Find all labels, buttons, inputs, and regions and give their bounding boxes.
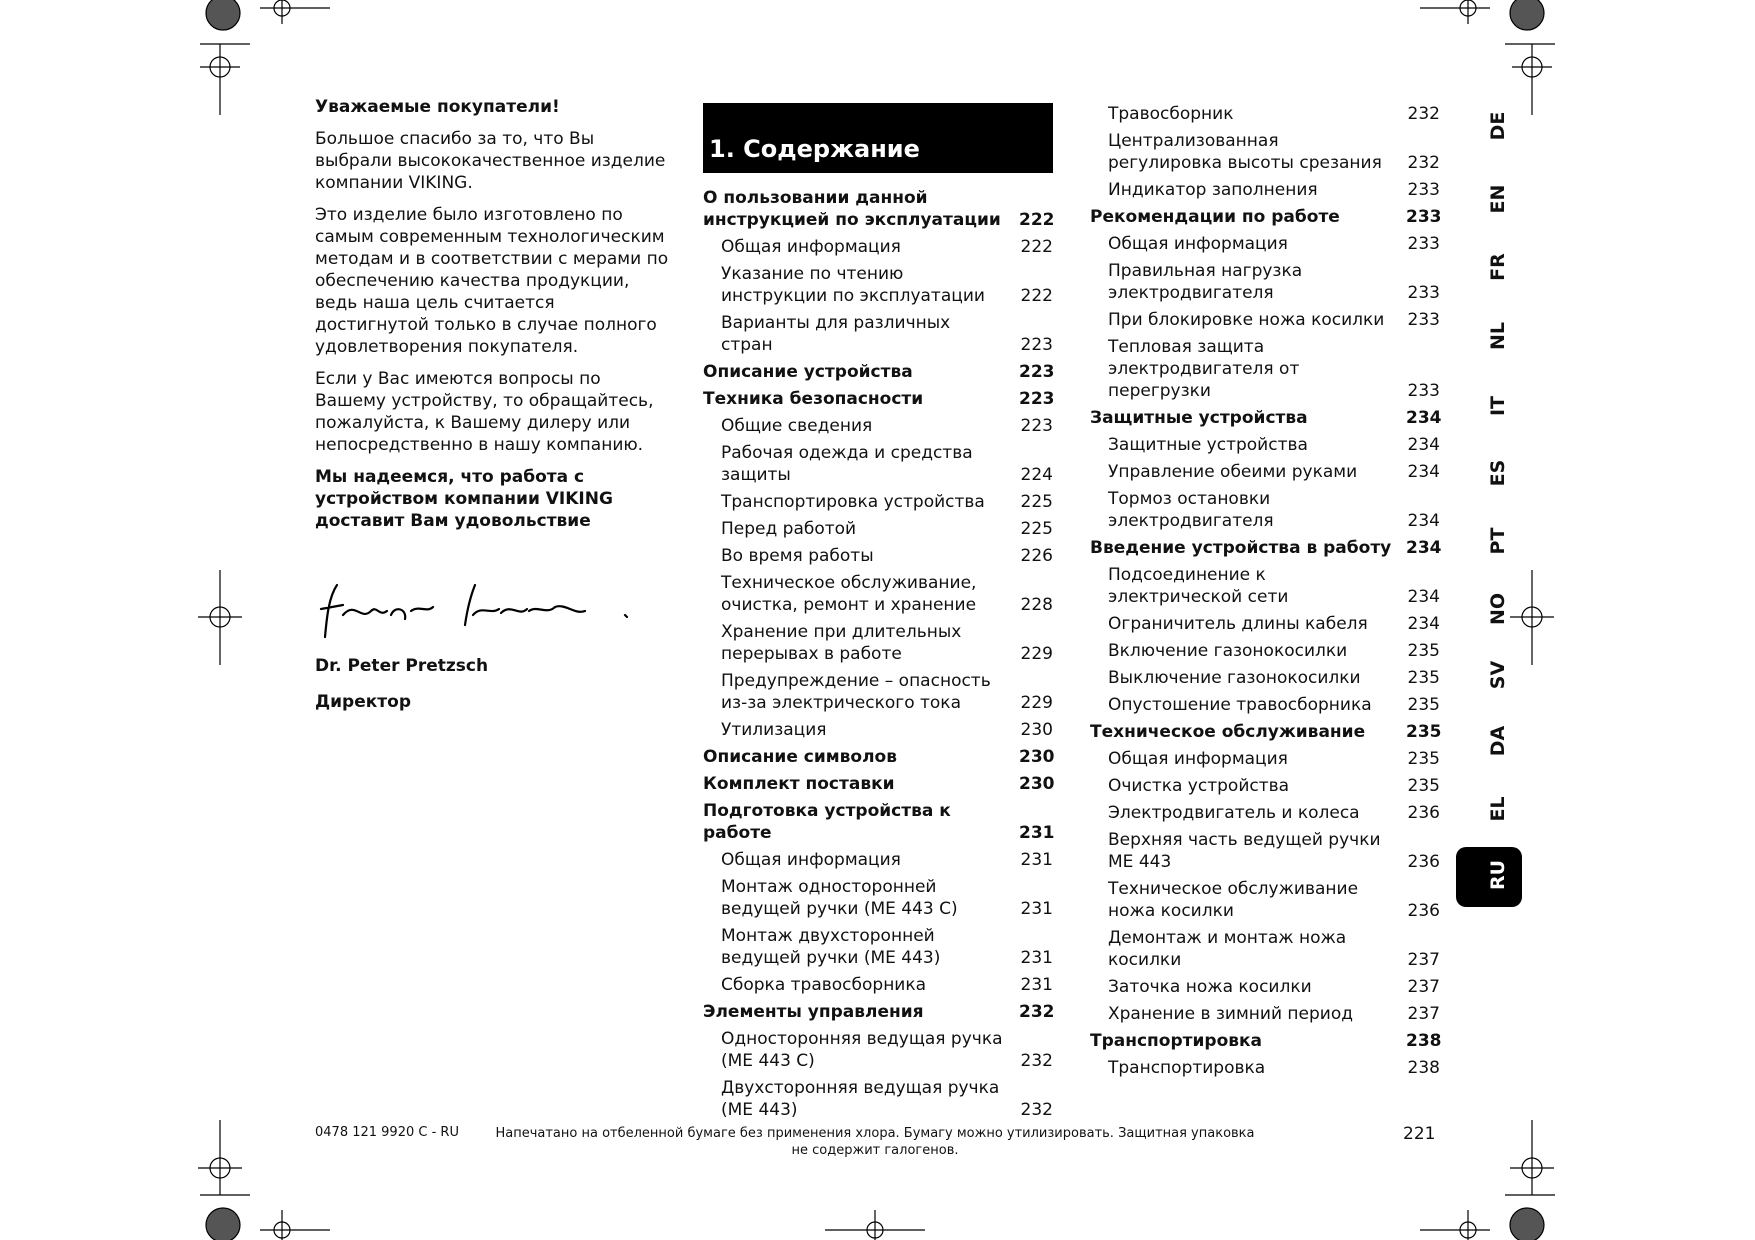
toc-entry-page: 234 (1406, 538, 1442, 558)
toc-entry-title: Техническое обслуживание (1090, 722, 1366, 742)
signer-name: Dr. Peter Pretzsch (315, 656, 489, 676)
toc-entry[interactable] (1090, 233, 1440, 255)
toc-entry-page: 229 (1020, 644, 1053, 664)
toc-entry-page: 237 (1407, 1004, 1440, 1024)
letter-closing: Мы надеемся, что работа с устройством компании VIKING доставит Вам удовольствие (315, 467, 613, 531)
toc-entry[interactable] (1090, 640, 1440, 662)
toc-entry-title: Ограничитель длины кабеля (1108, 614, 1368, 634)
toc-entry-title: Общие сведения (721, 416, 873, 436)
toc-entry-title: Перед работой (721, 519, 857, 539)
toc-entry-page: 232 (1407, 104, 1440, 124)
toc-entry-page: 226 (1020, 546, 1053, 566)
toc-entry[interactable] (703, 572, 1053, 616)
toc-entry[interactable] (1090, 748, 1440, 770)
toc-entry-page: 223 (1019, 389, 1055, 409)
toc-entry-page: 233 (1407, 180, 1440, 200)
language-tab-label: PT (1487, 527, 1509, 555)
toc-entry-page: 224 (1020, 465, 1053, 485)
toc-entry[interactable] (703, 187, 1053, 231)
toc-entry-page: 235 (1407, 776, 1440, 796)
toc-entry[interactable] (1090, 336, 1440, 402)
toc-entry-title: Индикатор заполнения (1108, 180, 1318, 200)
toc-entry-page: 231 (1020, 948, 1053, 968)
toc-entry[interactable] (703, 773, 1053, 795)
toc-entry-title: Электродвигатель и колеса (1108, 803, 1360, 823)
toc-entry-title: Общая информация (721, 237, 901, 257)
toc-entry-title: Введение устройства в работу (1090, 538, 1392, 558)
toc-entry-page: 234 (1407, 435, 1440, 455)
toc-entry-page: 234 (1407, 511, 1440, 531)
toc-entry[interactable] (703, 800, 1053, 844)
toc-entry-title: Техника безопасности (703, 389, 924, 409)
toc-entry-page: 231 (1020, 975, 1053, 995)
language-tab-label: NO (1487, 592, 1509, 626)
toc-entry[interactable] (1090, 407, 1440, 429)
toc-entry-title: Централизованная регулировка высоты срезания (1108, 131, 1382, 173)
toc-entry-page: 230 (1019, 774, 1055, 794)
toc-entry[interactable] (1090, 878, 1440, 922)
toc-entry-title: Комплект поставки (703, 774, 895, 794)
language-tab-label: DA (1487, 725, 1509, 757)
toc-entry-title: Опустошение травосборника (1108, 695, 1372, 715)
language-tab-label: FR (1487, 253, 1509, 281)
toc-entry[interactable] (1090, 103, 1440, 125)
toc-entry-title: Техническое обслуживание ножа косилки (1108, 879, 1359, 921)
toc-entry[interactable] (703, 849, 1053, 871)
toc-entry-page: 223 (1020, 335, 1053, 355)
toc-entry-title: Верхняя часть ведущей ручки ME 443 (1108, 830, 1381, 872)
toc-entry-title: О пользовании данной инструкцией по эксплуатации (703, 188, 1001, 230)
toc-entry[interactable] (1090, 434, 1440, 456)
toc-entry-title: Двухсторонняя ведущая ручка (ME 443) (721, 1078, 1000, 1120)
toc-entry-title: Рабочая одежда и средства защиты (721, 443, 973, 485)
toc-entry[interactable] (703, 876, 1053, 920)
toc-entry-page: 225 (1020, 519, 1053, 539)
toc-entry[interactable] (1090, 1003, 1440, 1025)
toc-entry[interactable] (703, 719, 1053, 741)
toc-entry-page: 232 (1020, 1051, 1053, 1071)
toc-entry[interactable] (1090, 1030, 1440, 1052)
language-tab-label: RU (1487, 859, 1509, 891)
toc-entry[interactable] (1090, 976, 1440, 998)
toc-entry-title: Транспортировка (1108, 1058, 1266, 1078)
language-tab-label: DE (1487, 111, 1509, 141)
toc-entry-page: 233 (1406, 207, 1442, 227)
language-tab-label: NL (1487, 322, 1509, 351)
letter-paragraph-3: Если у Вас имеются вопросы по Вашему устройству, то обращайтесь, пожалуйста, к Вашему дилеру или непосредственно в нашу компанию. (315, 369, 654, 455)
toc-entry-page: 231 (1020, 899, 1053, 919)
letter-paragraph-1: Большое спасибо за то, что Вы выбрали высококачественное изделие компании VIKING. (315, 129, 666, 193)
toc-entry-page: 232 (1407, 153, 1440, 173)
toc-entry-title: Во время работы (721, 546, 874, 566)
toc-entry[interactable] (703, 361, 1053, 383)
toc-entry[interactable] (1090, 309, 1440, 331)
toc-entry-title: Хранение при длительных перерывах в работе (721, 622, 962, 664)
toc-entry-page: 235 (1407, 749, 1440, 769)
toc-entry-page: 236 (1407, 852, 1440, 872)
toc-entry-title: Хранение в зимний период (1108, 1004, 1353, 1024)
toc-entry[interactable] (703, 442, 1053, 486)
toc-entry-page: 234 (1407, 462, 1440, 482)
toc-entry-page: 236 (1407, 803, 1440, 823)
language-tab-label: EL (1487, 796, 1509, 822)
toc-entry-title: Управление обеими руками (1108, 462, 1358, 482)
toc-entry[interactable] (1090, 721, 1440, 743)
toc-entry[interactable] (1090, 802, 1440, 824)
toc-entry-title: Транспортировка устройства (721, 492, 985, 512)
toc-entry-page: 233 (1407, 234, 1440, 254)
toc-entry-title: Очистка устройства (1108, 776, 1290, 796)
toc-entry-title: Монтаж односторонней ведущей ручки (ME 443 C) (721, 877, 958, 919)
toc-column-1 (703, 187, 1053, 1126)
toc-entry[interactable] (703, 236, 1053, 258)
toc-entry[interactable] (703, 263, 1053, 307)
toc-entry-page: 230 (1019, 747, 1055, 767)
toc-entry-title: Тепловая защита электродвигателя от перегрузки (1108, 337, 1300, 401)
toc-entry[interactable] (703, 925, 1053, 969)
toc-entry[interactable] (703, 1001, 1053, 1023)
toc-entry-title: Подготовка устройства к работе (703, 801, 951, 843)
toc-entry-page: 234 (1406, 408, 1442, 428)
toc-entry-page: 237 (1407, 950, 1440, 970)
toc-entry-page: 232 (1019, 1002, 1055, 1022)
toc-entry-title: Включение газонокосилки (1108, 641, 1348, 661)
toc-entry[interactable] (703, 415, 1053, 437)
toc-entry-page: 234 (1407, 614, 1440, 634)
toc-entry[interactable] (1090, 537, 1440, 559)
toc-entry-page: 232 (1020, 1100, 1053, 1120)
toc-entry[interactable] (703, 670, 1053, 714)
toc-entry-title: Защитные устройства (1108, 435, 1308, 455)
toc-entry-page: 234 (1407, 587, 1440, 607)
toc-entry-title: Правильная нагрузка электродвигателя (1108, 261, 1303, 303)
toc-entry-title: Описание устройства (703, 362, 913, 382)
toc-entry[interactable] (1090, 613, 1440, 635)
toc-entry-page: 222 (1020, 286, 1053, 306)
toc-entry-page: 235 (1407, 695, 1440, 715)
toc-entry-page: 236 (1407, 901, 1440, 921)
toc-entry-page: 238 (1407, 1058, 1440, 1078)
toc-entry-title: Защитные устройства (1090, 408, 1308, 428)
toc-entry-page: 225 (1020, 492, 1053, 512)
toc-entry-title: Односторонняя ведущая ручка (ME 443 C) (721, 1029, 1003, 1071)
toc-entry[interactable] (703, 312, 1053, 356)
toc-entry-title: Элементы управления (703, 1002, 924, 1022)
language-tab-label: SV (1487, 660, 1509, 690)
toc-entry-page: 229 (1020, 693, 1053, 713)
toc-entry[interactable] (1090, 564, 1440, 608)
toc-entry-page: 231 (1019, 823, 1055, 843)
toc-entry[interactable] (1090, 927, 1440, 971)
toc-entry-title: Сборка травосборника (721, 975, 927, 995)
toc-entry-title: При блокировке ножа косилки (1108, 310, 1385, 330)
language-tab-label: EN (1487, 184, 1509, 214)
toc-entry-title: Демонтаж и монтаж ножа косилки (1108, 928, 1347, 970)
toc-entry-page: 235 (1406, 722, 1442, 742)
toc-entry[interactable] (703, 388, 1053, 410)
toc-entry-page: 223 (1020, 416, 1053, 436)
toc-entry-title: Заточка ножа косилки (1108, 977, 1312, 997)
toc-entry-title: Транспортировка (1090, 1031, 1263, 1051)
toc-entry-title: Варианты для различных стран (721, 313, 951, 355)
toc-entry-title: Рекомендации по работе (1090, 207, 1340, 227)
language-tab-label: IT (1487, 395, 1509, 417)
language-tab-label: ES (1487, 459, 1509, 487)
welcome-letter (315, 96, 670, 542)
toc-entry[interactable] (703, 621, 1053, 665)
toc-entry[interactable] (1090, 694, 1440, 716)
toc-entry[interactable] (703, 1028, 1053, 1072)
toc-entry-page: 223 (1019, 362, 1055, 382)
toc-entry-page: 228 (1020, 595, 1053, 615)
toc-entry[interactable] (703, 746, 1053, 768)
toc-entry-page: 235 (1407, 641, 1440, 661)
toc-entry[interactable] (1090, 667, 1440, 689)
toc-entry-title: Описание символов (703, 747, 897, 767)
toc-entry-page: 233 (1407, 310, 1440, 330)
toc-entry[interactable] (1090, 461, 1440, 483)
toc-entry-title: Техническое обслуживание, очистка, ремонт и хранение (721, 573, 977, 615)
toc-entry[interactable] (1090, 260, 1440, 304)
toc-entry[interactable] (703, 491, 1053, 513)
toc-entry-title: Травосборник (1108, 104, 1234, 124)
page-number: 221 (1403, 1124, 1436, 1144)
toc-entry[interactable] (1090, 775, 1440, 797)
toc-entry-title: Утилизация (721, 720, 827, 740)
toc-entry-title: Предупреждение – опасность из-за электрического тока (721, 671, 991, 713)
toc-entry[interactable] (1090, 829, 1440, 873)
toc-entry[interactable] (703, 974, 1053, 996)
toc-entry[interactable] (1090, 130, 1440, 174)
toc-entry[interactable] (703, 1077, 1053, 1121)
letter-greeting: Уважаемые покупатели! (315, 97, 560, 117)
footer-doc-code: 0478 121 9920 C - RU (315, 1125, 459, 1140)
toc-entry-page: 230 (1020, 720, 1053, 740)
toc-entry[interactable] (1090, 179, 1440, 201)
toc-entry[interactable] (703, 545, 1053, 567)
toc-entry[interactable] (1090, 488, 1440, 532)
toc-entry-title: Указание по чтению инструкции по эксплуатации (721, 264, 985, 306)
toc-entry-page: 222 (1019, 210, 1055, 230)
toc-entry-title: Тормоз остановки электродвигателя (1108, 489, 1274, 531)
signature-image (315, 575, 675, 655)
toc-entry-title: Общая информация (1108, 749, 1288, 769)
toc-entry-page: 235 (1407, 668, 1440, 688)
toc-entry-page: 233 (1407, 283, 1440, 303)
toc-entry-page: 231 (1020, 850, 1053, 870)
toc-entry-title: Общая информация (1108, 234, 1288, 254)
toc-entry-page: 233 (1407, 381, 1440, 401)
toc-entry-page: 237 (1407, 977, 1440, 997)
toc-title: 1. Содержание (703, 103, 1053, 173)
toc-entry[interactable] (703, 518, 1053, 540)
toc-entry-page: 238 (1406, 1031, 1442, 1051)
signer-role: Директор (315, 692, 411, 712)
toc-entry-page: 222 (1020, 237, 1053, 257)
toc-entry-title: Выключение газонокосилки (1108, 668, 1361, 688)
toc-entry-title: Монтаж двухсторонней ведущей ручки (ME 443) (721, 926, 941, 968)
toc-entry-title: Общая информация (721, 850, 901, 870)
toc-entry-title: Подсоединение к электрической сети (1108, 565, 1289, 607)
letter-paragraph-2: Это изделие было изготовлено по самым современным технологическим методам и в соответствии с мерами по обеспечению качества продукции, ведь наша цель считается достигнутой только в случае полного удовлетворения покупателя. (315, 205, 669, 357)
footer-note: Напечатано на отбеленной бумаге без применения хлора. Бумагу можно утилизировать. Защитная упаковка не содержит галогенов. (495, 1126, 1255, 1158)
toc-column-2 (1090, 103, 1440, 1084)
toc-entry[interactable] (1090, 1057, 1440, 1079)
toc-entry[interactable] (1090, 206, 1440, 228)
